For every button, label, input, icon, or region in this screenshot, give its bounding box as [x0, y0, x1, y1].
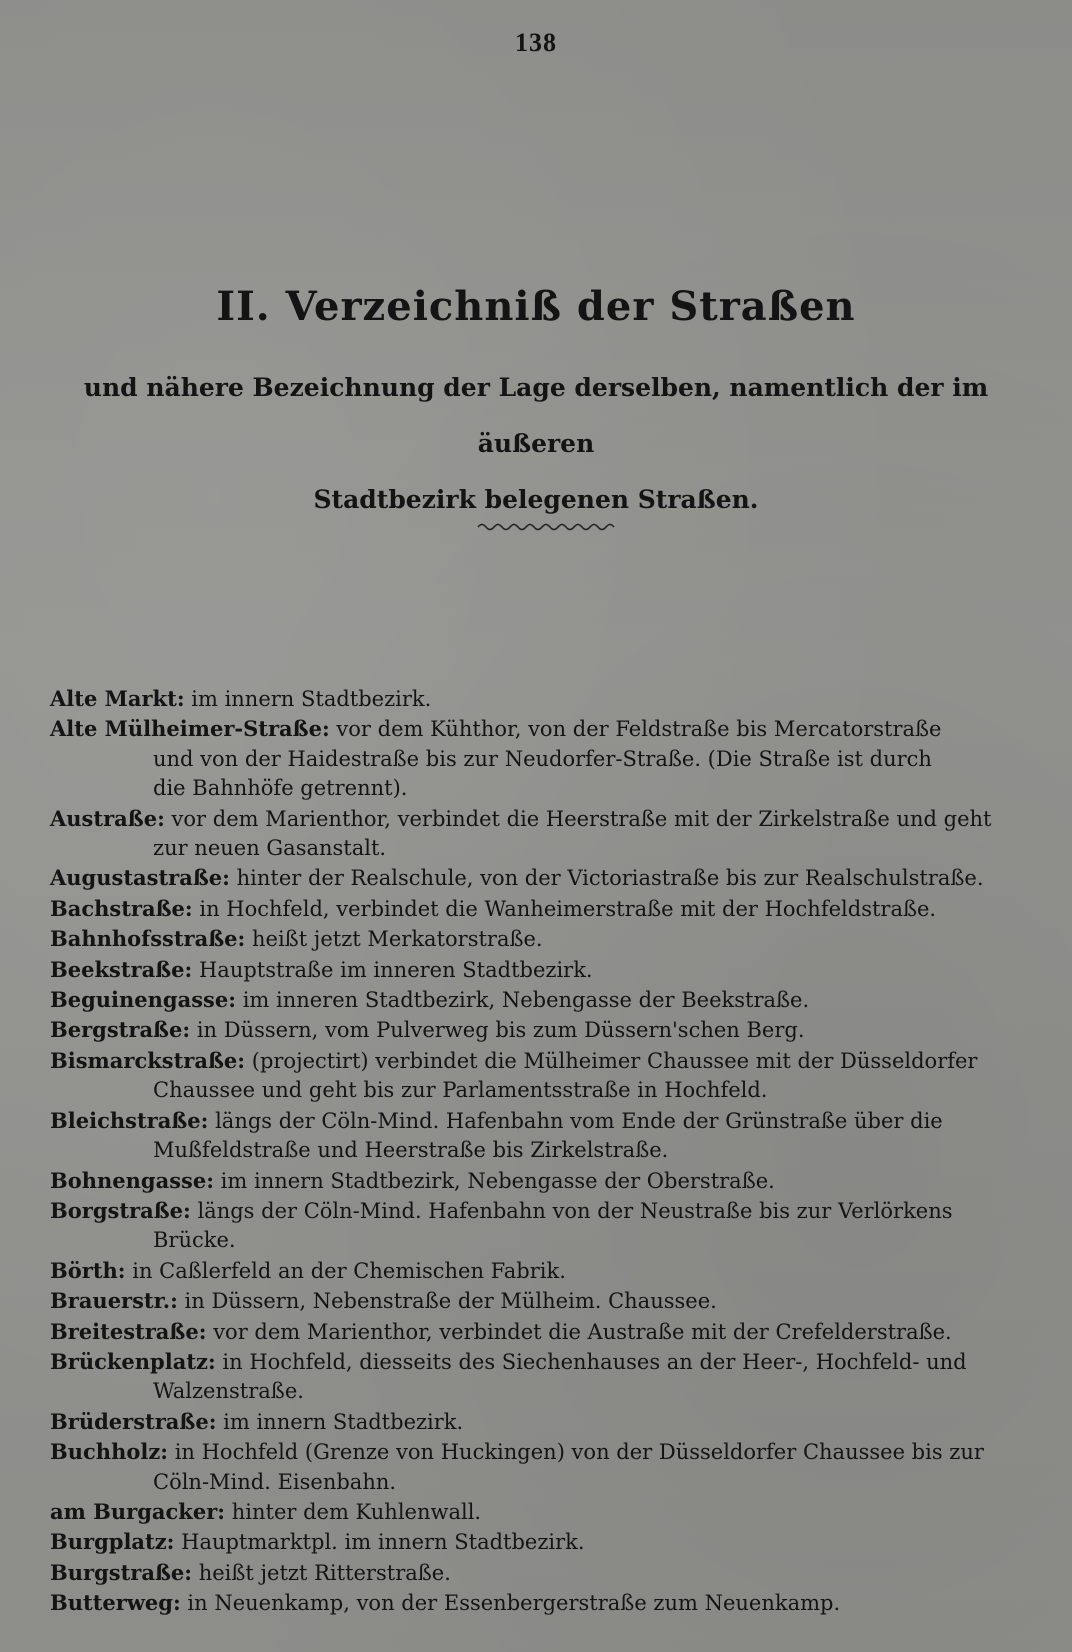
street-description: in Hochfeld, verbindet die Wanheimerstraße mit der Hochfeldstraße.: [199, 896, 937, 921]
street-description: vor dem Marienthor, verbindet die Heerstraße mit der Zirkelstraße und geht: [171, 806, 992, 831]
street-description: in Hochfeld, diesseits des Siechenhauses an der Heer-, Hochfeld- und: [222, 1349, 967, 1374]
street-description: im innern Stadtbezirk, Nebengasse der Oberstraße.: [220, 1168, 775, 1193]
street-name-separator: :: [207, 1348, 216, 1374]
street-name: Beguinengasse: [50, 987, 229, 1013]
street-description: längs der Cöln-Mind. Hafenbahn vom Ende der Grünstraße über die: [215, 1108, 943, 1133]
street-name: Austraße: [50, 805, 158, 831]
street-name: Alte Markt: [50, 686, 177, 711]
street-entry: [50, 1046, 1055, 1106]
street-description: vor dem Marienthor, verbindet die Austraße mit der Crefelderstraße.: [213, 1319, 952, 1344]
street-name-separator: :: [172, 1590, 181, 1616]
street-name-separator: :: [237, 926, 246, 952]
street-entry: [50, 714, 1055, 803]
street-name-separator: :: [237, 1047, 246, 1073]
street-name-separator: :: [184, 956, 193, 982]
street-description: (projectirt) verbindet die Mülheimer Chaussee mit der Düsseldorfer: [251, 1048, 978, 1073]
street-name-separator: :: [170, 1288, 178, 1314]
street-directory-list: [50, 684, 1055, 1619]
street-entry: [50, 1196, 1055, 1256]
street-name-separator: :: [166, 1529, 175, 1555]
street-name: Bohnengasse: [50, 1167, 207, 1193]
street-name: Beekstraße: [50, 956, 185, 982]
street-description: in Hochfeld (Grenze von Huckingen) von der Düsseldorfer Chaussee bis zur: [174, 1440, 984, 1465]
street-name-separator: :: [200, 1107, 209, 1133]
street-description-continuation: Cöln-Mind. Eisenbahn.: [153, 1469, 397, 1494]
street-description: im inneren Stadtbezirk, Nebengasse der Beekstraße.: [242, 988, 810, 1013]
street-name-separator: :: [198, 1318, 207, 1344]
street-name-separator: :: [117, 1257, 126, 1283]
street-entry: [50, 924, 1055, 954]
street-name-separator: :: [321, 716, 330, 742]
street-entry: [50, 1015, 1055, 1045]
street-name-separator: :: [183, 1197, 191, 1223]
street-entry: [50, 1407, 1055, 1437]
street-name-separator: :: [176, 686, 185, 711]
street-description: in Düssern, Nebenstraße der Mülheim. Chaussee.: [184, 1289, 717, 1314]
street-description: Hauptstraße im inneren Stadtbezirk.: [198, 957, 593, 982]
street-name: Börth: [50, 1257, 118, 1283]
street-name: Brüderstraße: [50, 1408, 209, 1434]
street-name: Butterweg: [50, 1590, 173, 1616]
street-name-separator: :: [160, 1439, 169, 1465]
street-entry: [50, 894, 1055, 924]
street-description: im innern Stadtbezirk.: [191, 687, 432, 711]
street-entry: [50, 863, 1055, 893]
street-entry: [50, 1558, 1055, 1588]
street-entry: [50, 1166, 1055, 1196]
street-description-continuation: Mußfeldstraße und Heerstraße bis Zirkelstraße.: [153, 1138, 669, 1163]
street-name-separator: :: [184, 1559, 193, 1585]
street-name-separator: :: [184, 895, 193, 921]
street-name: Borgstraße: [50, 1197, 184, 1223]
street-description-continuation: Walzenstraße.: [153, 1379, 304, 1404]
street-description: hinter dem Kuhlenwall.: [231, 1499, 482, 1524]
street-entry: [50, 985, 1055, 1015]
street-name-separator: :: [217, 1498, 226, 1524]
street-name: Augustastraße: [50, 865, 223, 891]
street-entry: [50, 1588, 1055, 1618]
street-name: Bleichstraße: [50, 1107, 201, 1133]
street-entry: [50, 1437, 1055, 1497]
street-description: längs der Cöln-Mind. Hafenbahn von der Neustraße bis zur Verlörkens: [197, 1198, 953, 1223]
street-name: Burgstraße: [50, 1559, 185, 1585]
street-entry: [50, 1527, 1055, 1557]
street-description-continuation: die Bahnhöfe getrennt).: [153, 776, 408, 801]
street-name-separator: :: [208, 1408, 217, 1434]
street-name-separator: :: [206, 1167, 214, 1193]
street-name-separator: :: [157, 805, 165, 831]
street-name-separator: :: [222, 865, 230, 891]
street-description: heißt jetzt Merkatorstraße.: [252, 927, 543, 952]
wavy-divider-ornament: [476, 520, 616, 534]
street-description: hinter der Realschule, von der Victoriastraße bis zur Realschulstraße.: [236, 866, 984, 891]
subtitle-line-2: Stadtbezirk belegenen Straßen.: [313, 485, 759, 514]
street-entry: [50, 1317, 1055, 1347]
street-entry: [50, 1286, 1055, 1316]
street-name: Breitestraße: [50, 1318, 199, 1344]
street-description: Hauptmarktpl. im innern Stadtbezirk.: [181, 1530, 585, 1555]
section-title: II. Verzeichniß der Straßen: [216, 283, 856, 330]
street-description-continuation: zur neuen Gasanstalt.: [153, 836, 387, 861]
street-description: heißt jetzt Ritterstraße.: [198, 1560, 451, 1585]
street-entry: [50, 804, 1055, 864]
street-name: Buchholz: [50, 1439, 161, 1465]
street-name: Brückenplatz: [50, 1348, 208, 1374]
street-description-continuation: Brücke.: [153, 1228, 236, 1253]
subtitle-line-1: und nähere Bezeichnung der Lage derselben, namentlich der im äußeren: [83, 373, 989, 458]
street-name-separator: :: [182, 1017, 191, 1043]
street-name: Bismarckstraße: [50, 1047, 238, 1073]
street-name: Alte Mülheimer-Straße: [50, 716, 322, 742]
street-name: Bachstraße: [50, 895, 185, 921]
street-description: im innern Stadtbezirk.: [223, 1409, 464, 1434]
street-description: in Düssern, vom Pulverweg bis zum Düssern'schen Berg.: [196, 1018, 805, 1043]
street-name: Bahnhofsstraße: [50, 926, 238, 952]
street-name: Brauerstr.: [50, 1288, 171, 1314]
street-name: Burgplatz: [50, 1529, 167, 1555]
page-number: 138: [515, 28, 557, 57]
street-entry: [50, 1256, 1055, 1286]
street-name: Bergstraße: [50, 1017, 183, 1043]
street-description-continuation: und von der Haidestraße bis zur Neudorfer-Straße. (Die Straße ist durch: [153, 746, 932, 771]
street-name-separator: :: [228, 987, 236, 1013]
street-entry: [50, 1347, 1055, 1407]
street-description-continuation: Chaussee und geht bis zur Parlamentsstraße in Hochfeld.: [153, 1078, 768, 1103]
street-entry: [50, 955, 1055, 985]
section-subtitle: [30, 360, 1042, 528]
street-entry: [50, 1106, 1055, 1166]
street-name: am Burgacker: [50, 1498, 218, 1524]
street-description: vor dem Kühthor, von der Feldstraße bis Mercatorstraße: [336, 717, 942, 742]
street-description: in Caßlerfeld an der Chemischen Fabrik.: [132, 1258, 566, 1283]
street-entry: [50, 684, 1055, 714]
street-description: in Neuenkamp, von der Essenbergerstraße zum Neuenkamp.: [187, 1591, 841, 1616]
street-entry: [50, 1497, 1055, 1527]
